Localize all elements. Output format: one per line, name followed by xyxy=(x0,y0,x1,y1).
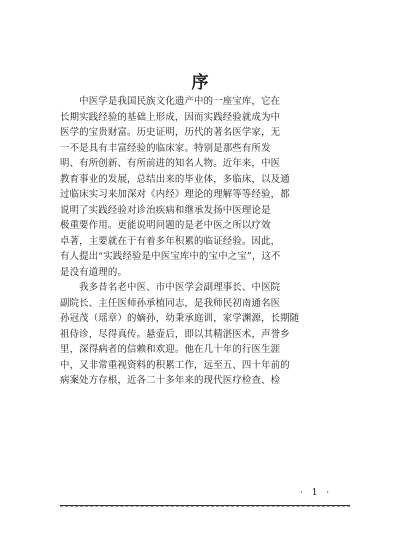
text-line: 祖侍诊，尽得真传。悬壶后，即以其精湛医术，声誉乡 xyxy=(60,328,290,340)
text-line: 我多昔名老中医、市中医学会副理事长、中医院 xyxy=(60,282,281,293)
text-line: 孙冠茂（瑶章）的嫡孙，幼秉承庭训，家学渊源，长期随 xyxy=(60,313,300,324)
text-line: 医学的宝贵财富。历史证明，历代的著名医学家，无 xyxy=(60,127,281,138)
page-title: 序 xyxy=(191,73,211,93)
text-line: 一不是具有丰富经验的临床家。特别是那些有所发 xyxy=(60,142,271,154)
text-line: 过临床实习来加深对《内经》理论的理解等等经验，都 xyxy=(60,189,290,200)
text-line: 里，深得病者的信赖和欢迎。他在几十年的行医生涯 xyxy=(60,344,281,355)
text-line: 副院长、主任医师孙承植同志，是我师民初南通名医 xyxy=(60,297,281,309)
text-line: 卓著，主要就在于有着多年积累的临证经验。因此， xyxy=(60,235,281,247)
text-line: 中医学是我国民族文化遗产中的一座宝库，它在 xyxy=(60,96,281,107)
text-line: 极重要作用。更能说明问题的是老中医之所以疗效 xyxy=(60,220,271,231)
page-number: · 1 · xyxy=(300,488,333,498)
text-line: 是没有道理的。 xyxy=(60,266,128,278)
text-line: 教育事业的发展，总结出来的毕业体，多临床，以及通 xyxy=(60,173,290,185)
body-text xyxy=(60,94,342,389)
footer-rule-shadow xyxy=(60,506,350,507)
text-line: 病案处方存根，近各二十多年来的现代医疗检查、检 xyxy=(60,375,281,386)
text-line: 中，又非常重视资料的积累工作，远至五、四十年前的 xyxy=(60,359,290,371)
text-line: 说明了实践经验对诊治疾病和继承发扬中医理论是 xyxy=(60,204,271,216)
paragraph-1 xyxy=(60,94,342,280)
text-line: 明、有所创新、有所前进的知名人物。近年来，中医 xyxy=(60,158,281,169)
text-line: 长期实践经验的基础上形成，因而实践经验就成为中 xyxy=(60,111,281,123)
paragraph-2 xyxy=(60,280,342,389)
text-line: 有人提出“实践经验是中医宝库中的宝中之宝”，这不 xyxy=(60,251,281,262)
